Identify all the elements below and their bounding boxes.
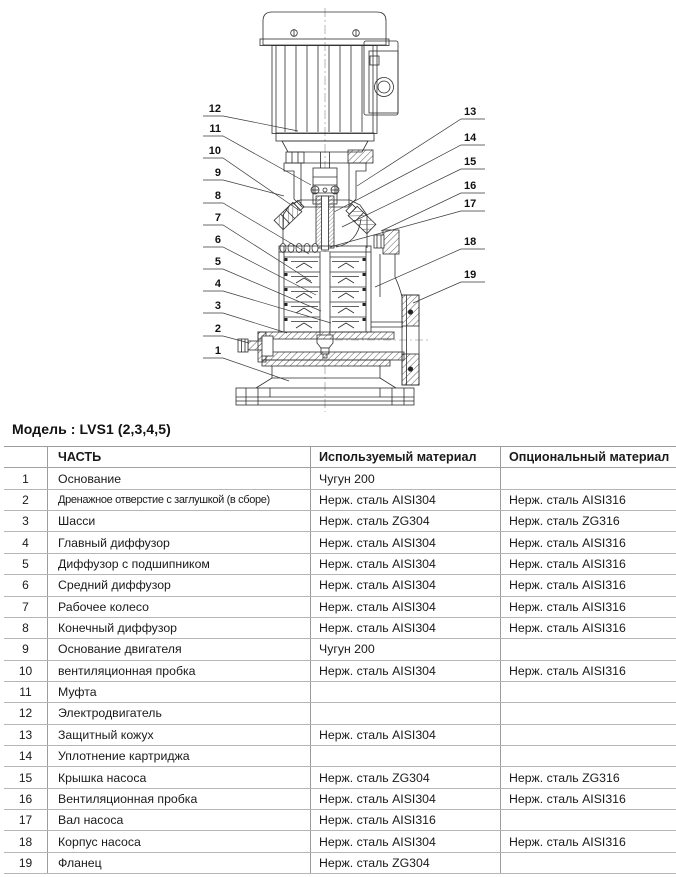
callout-8: 8: [214, 190, 221, 202]
part-name-cell: Основание двигателя: [47, 639, 310, 659]
part-number-cell: 3: [22, 514, 29, 529]
table-row: [4, 511, 676, 532]
part-name-cell: Основание: [47, 468, 310, 488]
table-row: [4, 789, 676, 810]
part-name-cell: Диффузор с подшипником: [47, 554, 310, 574]
material-cell: Нерж. сталь AISI304: [310, 789, 500, 809]
header-material: Используемый материал: [310, 447, 500, 467]
material-cell: Чугун 200: [310, 639, 500, 659]
part-name-cell: Крышка насоса: [47, 767, 310, 787]
part-number-cell: 11: [19, 685, 32, 700]
table-row: [4, 746, 676, 767]
table-row: [4, 853, 676, 874]
part-name-cell: Конечный диффузор: [47, 618, 310, 638]
callout-6: 6: [214, 234, 221, 246]
part-number-cell: 7: [22, 599, 29, 614]
table-row: [4, 682, 676, 703]
optional-material-cell: Нерж. сталь AISI316: [500, 597, 676, 617]
material-cell: Нерж. сталь ZG304: [310, 511, 500, 531]
material-cell: Нерж. сталь AISI304: [310, 490, 500, 510]
optional-material-cell: Нерж. сталь AISI316: [500, 618, 676, 638]
part-number-cell: 17: [18, 813, 33, 828]
table-row: [4, 468, 676, 489]
table-row: [4, 831, 676, 852]
part-name-cell: Главный диффузор: [47, 532, 310, 552]
terminal-box: [364, 41, 398, 115]
material-cell: Нерж. сталь AISI304: [310, 554, 500, 574]
table-row: [4, 661, 676, 682]
optional-material-cell: [500, 682, 676, 702]
header-number: [4, 447, 47, 467]
stage-stack: [279, 246, 371, 358]
table-row: [4, 810, 676, 831]
part-number-cell: 18: [18, 834, 33, 849]
part-name-cell: Электродвигатель: [47, 703, 310, 723]
part-name-cell: Шасси: [47, 511, 310, 531]
table-row: [4, 554, 676, 575]
optional-material-cell: Нерж. сталь ZG316: [500, 511, 676, 531]
part-name-cell: Рабочее колесо: [47, 597, 310, 617]
table-row: [4, 703, 676, 724]
part-number-cell: 8: [22, 621, 29, 636]
material-cell: Нерж. сталь AISI304: [310, 725, 500, 745]
callout-7: 7: [214, 212, 221, 224]
pump-drawing-svg: [0, 0, 676, 418]
optional-material-cell: Нерж. сталь AISI316: [500, 575, 676, 595]
table-header-row: [4, 447, 676, 468]
optional-material-cell: [500, 468, 676, 488]
callout-15: 15: [464, 156, 477, 168]
pump-cross-section-diagram: [0, 0, 676, 418]
callout-11: 11: [209, 123, 221, 135]
callout-10: 10: [208, 145, 221, 157]
part-name-cell: вентиляционная пробка: [47, 661, 310, 681]
part-number-cell: 16: [18, 791, 33, 806]
material-cell: Нерж. сталь AISI304: [310, 597, 500, 617]
callout-5: 5: [214, 256, 221, 268]
optional-material-cell: Нерж. сталь AISI316: [500, 490, 676, 510]
table-row: [4, 725, 676, 746]
callout-12: 12: [208, 103, 221, 115]
part-name-cell: Дренажное отверстие с заглушкой (в сборе): [47, 490, 310, 510]
optional-material-cell: [500, 853, 676, 873]
vent-plug-left: [274, 199, 305, 230]
table-row: [4, 618, 676, 639]
optional-material-cell: Нерж. сталь AISI316: [500, 661, 676, 681]
part-number-cell: 19: [18, 856, 33, 870]
table-body: [4, 468, 676, 874]
part-number-cell: 1: [22, 471, 29, 486]
optional-material-cell: [500, 703, 676, 723]
part-number-cell: 2: [22, 492, 29, 507]
part-name-cell: Корпус насоса: [47, 831, 310, 851]
table-row: [4, 575, 676, 596]
part-name-cell: Муфта: [47, 682, 310, 702]
optional-material-cell: Нерж. сталь AISI316: [500, 554, 676, 574]
material-cell: Нерж. сталь AISI304: [310, 575, 500, 595]
part-number-cell: 14: [18, 749, 33, 764]
material-cell: Нерж. сталь AISI304: [310, 618, 500, 638]
material-cell: Нерж. сталь ZG304: [310, 767, 500, 787]
part-name-cell: Защитный кожух: [47, 725, 310, 745]
callout-4: 4: [214, 278, 221, 290]
callout-2: 2: [214, 323, 221, 335]
part-number-cell: 15: [18, 770, 33, 785]
optional-material-cell: [500, 746, 676, 766]
table-row: [4, 767, 676, 788]
parts-table: [4, 446, 676, 874]
part-name-cell: Фланец: [47, 853, 310, 873]
header-optional-material: Опциональный материал: [500, 447, 676, 467]
callout-16: 16: [464, 180, 477, 192]
callout-17: 17: [464, 198, 477, 210]
callout-1: 1: [214, 345, 221, 357]
material-cell: Нерж. сталь AISI316: [310, 810, 500, 830]
callout-18: 18: [464, 236, 477, 248]
callout-19: 19: [464, 269, 477, 281]
header-part: ЧАСТЬ: [47, 447, 310, 467]
part-name-cell: Вентиляционная пробка: [47, 789, 310, 809]
part-number-cell: 12: [18, 706, 33, 721]
model-title: Модель : LVS1 (2,3,4,5): [12, 421, 171, 437]
material-cell: Нерж. сталь AISI304: [310, 532, 500, 552]
part-number-cell: 10: [18, 663, 33, 678]
part-number-cell: 5: [22, 556, 29, 571]
part-name-cell: Уплотнение картриджа: [47, 746, 310, 766]
material-cell: [310, 746, 500, 766]
optional-material-cell: Нерж. сталь ZG316: [500, 767, 676, 787]
callout-14: 14: [464, 132, 477, 144]
part-number-cell: 9: [22, 642, 29, 657]
optional-material-cell: [500, 810, 676, 830]
material-cell: [310, 703, 500, 723]
material-cell: Чугун 200: [310, 468, 500, 488]
table-row: [4, 597, 676, 618]
part-number-cell: 4: [22, 535, 29, 550]
callout-13: 13: [464, 106, 477, 118]
table-row: [4, 490, 676, 511]
optional-material-cell: [500, 725, 676, 745]
callout-3: 3: [214, 300, 221, 312]
optional-material-cell: Нерж. сталь AISI316: [500, 831, 676, 851]
optional-material-cell: [500, 639, 676, 659]
material-cell: Нерж. сталь AISI304: [310, 661, 500, 681]
pump-head: [274, 196, 376, 253]
material-cell: Нерж. сталь ZG304: [310, 853, 500, 873]
optional-material-cell: Нерж. сталь AISI316: [500, 532, 676, 552]
material-cell: Нерж. сталь AISI304: [310, 831, 500, 851]
part-name-cell: Вал насоса: [47, 810, 310, 830]
material-cell: [310, 682, 500, 702]
callout-9: 9: [214, 167, 221, 179]
table-row: [4, 532, 676, 553]
table-row: [4, 639, 676, 660]
part-number-cell: 13: [18, 727, 33, 742]
drain-plug: [238, 336, 273, 356]
part-number-cell: 6: [22, 578, 29, 593]
optional-material-cell: Нерж. сталь AISI316: [500, 789, 676, 809]
part-name-cell: Средний диффузор: [47, 575, 310, 595]
